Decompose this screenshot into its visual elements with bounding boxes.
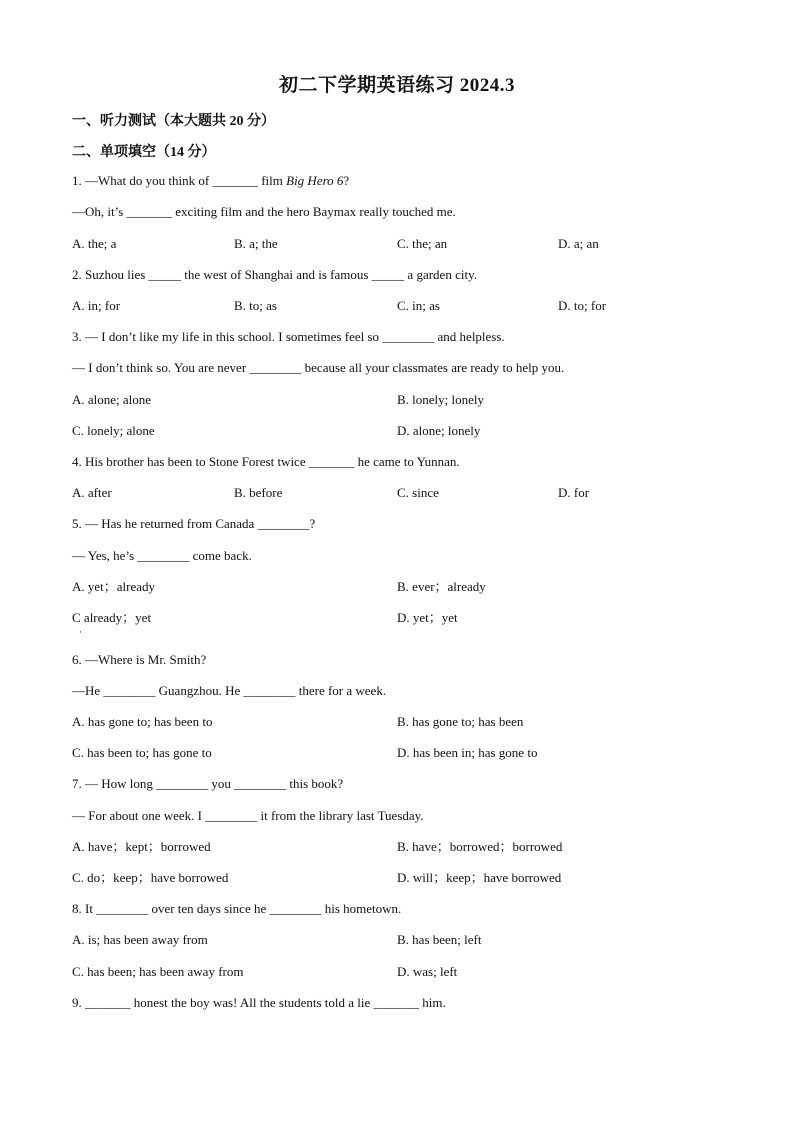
question-4-option-b: B. before [234,485,283,500]
question-8-option-c: C. has been; has been away from [72,964,244,979]
question-2-option-a: A. in; for [72,298,121,313]
question-6-option-c: C. has been to; has gone to [72,745,212,760]
question-7-stem: 7. — How long ________ you ________ this book? [72,776,344,791]
question-1-stem: 1. —What do you think of _______ film Big Hero 6? [72,173,350,188]
question-6-option-a: A. has gone to; has been to [72,714,213,729]
question-4-stem: 4. His brother has been to Stone Forest twice _______ he came to Yunnan. [72,454,460,469]
question-7-reply: — For about one week. I ________ it from the library last Tuesday. [72,808,424,823]
question-1-option-b: B. a; the [234,236,278,251]
question-2-option-c: C. in; as [397,298,440,313]
question-3-stem: 3. — I don’t like my life in this school. I sometimes feel so ________ and helpless. [72,329,505,344]
question-7-option-c: C. do；keep；have borrowed [72,870,229,885]
stray-mark: · [79,627,82,637]
question-4-option-c: C. since [397,485,439,500]
question-8-option-a: A. is; has been away from [72,932,208,947]
question-3-reply: — I don’t think so. You are never ________ because all your classmates are ready to help you. [72,360,565,375]
question-1-option-c: C. the; an [397,236,448,251]
section-single-choice-heading: 二、单项填空（14 分） [72,145,216,160]
question-4-option-d: D. for [558,485,590,500]
question-8-stem: 8. It ________ over ten days since he ________ his hometown. [72,901,402,916]
question-5-stem: 5. — Has he returned from Canada ________? [72,516,316,531]
question-5-option-c: C already；yet [72,610,152,625]
question-1-option-d: D. a; an [558,236,599,251]
question-5-reply: — Yes, he’s ________ come back. [72,548,252,563]
question-7-option-d: D. will；keep；have borrowed [397,870,562,885]
question-5-option-d: D. yet；yet [397,610,458,625]
film-title: Big Hero 6 [286,173,344,188]
question-4-option-a: A. after [72,485,112,500]
question-3-option-c: C. lonely; alone [72,423,155,438]
question-1-reply: —Oh, it’s _______ exciting film and the hero Baymax really touched me. [72,204,456,219]
question-7-option-a: A. have；kept；borrowed [72,839,211,854]
question-9-stem: 9. _______ honest the boy was! All the students told a lie _______ him. [72,995,446,1010]
question-2-option-b: B. to; as [234,298,277,313]
question-3-option-a: A. alone; alone [72,392,152,407]
question-1-option-a: A. the; a [72,236,117,251]
question-2-stem: 2. Suzhou lies _____ the west of Shanghai and is famous _____ a garden city. [72,267,477,282]
question-7-option-b: B. have；borrowed；borrowed [397,839,563,854]
question-8-option-b: B. has been; left [397,932,482,947]
question-6-option-d: D. has been in; has gone to [397,745,538,760]
question-6-option-b: B. has gone to; has been [397,714,524,729]
question-6-reply: —He ________ Guangzhou. He ________ there for a week. [72,683,387,698]
question-2-option-d: D. to; for [558,298,607,313]
question-5-option-b: B. ever；already [397,579,486,594]
question-5-option-a: A. yet；already [72,579,156,594]
question-6-stem: 6. —Where is Mr. Smith? [72,652,207,667]
page-title: 初二下学期英语练习 2024.3 [278,75,515,96]
question-3-option-b: B. lonely; lonely [397,392,485,407]
question-3-option-d: D. alone; lonely [397,423,481,438]
section-listening-heading: 一、听力测试（本大题共 20 分） [72,114,275,129]
question-8-option-d: D. was; left [397,964,458,979]
